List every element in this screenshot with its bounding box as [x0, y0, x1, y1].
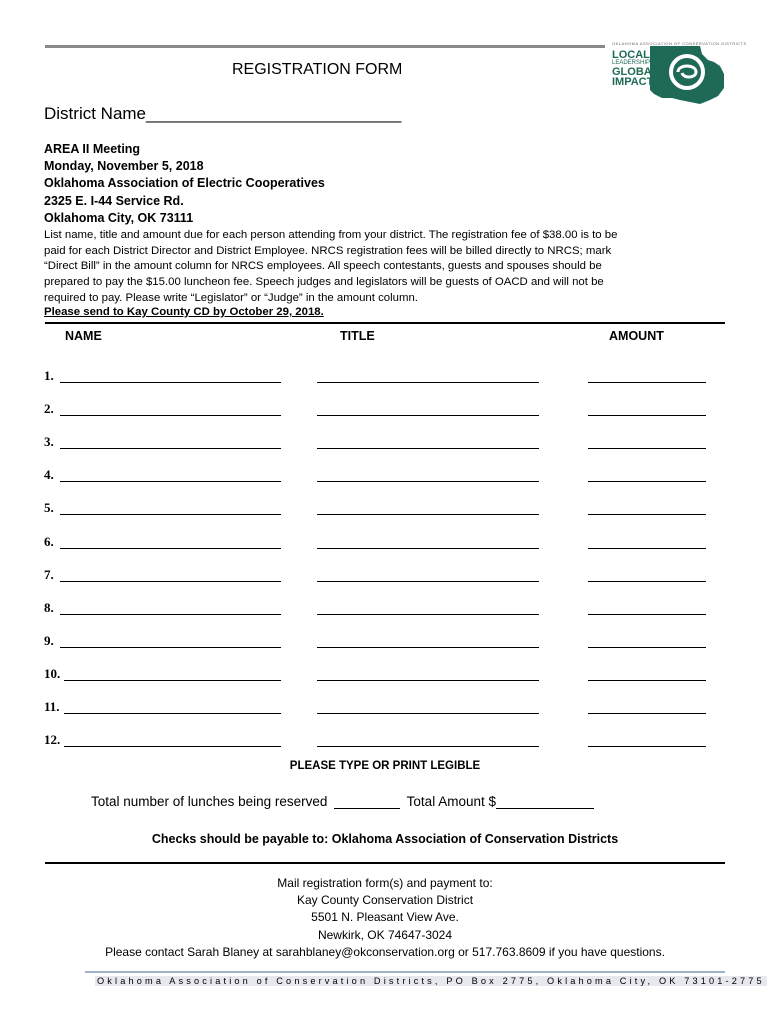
mail-recipient: Kay County Conservation District [296, 893, 474, 908]
title-field[interactable] [317, 600, 539, 615]
amount-field[interactable] [588, 500, 706, 515]
logo-word-local: LOCAL [612, 49, 650, 61]
amount-field[interactable] [588, 401, 706, 416]
total-amount-label: Total Amount $ [406, 794, 496, 809]
name-field[interactable] [60, 534, 281, 549]
table-row [0, 567, 770, 597]
mail-heading: Mail registration form(s) and payment to: [277, 876, 493, 890]
name-field[interactable] [64, 699, 281, 714]
table-row [0, 368, 770, 398]
amount-field[interactable] [588, 666, 706, 681]
title-column-header: TITLE [340, 329, 375, 343]
name-field[interactable] [60, 467, 281, 482]
title-field[interactable] [317, 666, 539, 681]
amount-field[interactable] [588, 600, 706, 615]
print-legible-note: PLEASE TYPE OR PRINT LEGIBLE [289, 760, 481, 772]
table-row [0, 666, 770, 696]
amount-field[interactable] [588, 633, 706, 648]
title-field[interactable] [317, 732, 539, 747]
mailing-info [0, 875, 770, 961]
name-field[interactable] [60, 401, 281, 416]
amount-field[interactable] [588, 434, 706, 449]
title-field[interactable] [317, 368, 539, 383]
instruction-line: “Direct Bill” in the amount column for NRCS employees. All speech contestants, guests and spouses should be [44, 260, 602, 273]
amount-column-header: AMOUNT [609, 329, 664, 343]
logo-word-global: GLOBAL [612, 66, 659, 78]
lunches-count-field[interactable] [334, 794, 400, 809]
amount-field[interactable] [588, 534, 706, 549]
contact-line: Please contact Sarah Blaney at sarahblaney@okconservation.org or 517.763.8609 if you have questions. [105, 944, 665, 959]
title-field[interactable] [317, 500, 539, 515]
footer-address: Oklahoma Association of Conservation Districts, PO Box 2775, Oklahoma City, OK 73101-2775 [97, 976, 765, 986]
logo-word-leadership: LEADERSHIP [612, 60, 651, 66]
total-amount-field[interactable] [496, 794, 594, 809]
title-field[interactable] [317, 434, 539, 449]
top-divider [45, 45, 605, 48]
instruction-line: List name, title and amount due for each person attending from your district. The registration fee of $38.00 is to be [44, 229, 618, 241]
name-field[interactable] [60, 600, 281, 615]
title-field[interactable] [317, 467, 539, 482]
table-row [0, 467, 770, 497]
footer-rule [85, 971, 725, 973]
row-number: 4. [44, 467, 54, 483]
checks-payable-note: Checks should be payable to: Oklahoma Association of Conservation Districts [151, 832, 619, 846]
form-title: REGISTRATION FORM [232, 61, 403, 78]
send-by-deadline: Please send to Kay County CD by October 29, 2018. [44, 306, 324, 318]
instruction-line: prepared to pay the $15.00 luncheon fee. Speech judges and legislators will be guests of OACD and will not be [44, 276, 604, 289]
logo-word-impact: IMPACT [612, 76, 654, 88]
name-field[interactable] [60, 567, 281, 582]
amount-field[interactable] [588, 567, 706, 582]
row-number: 1. [44, 368, 54, 383]
table-top-rule [45, 322, 725, 324]
title-field[interactable] [317, 699, 539, 714]
table-row [0, 534, 770, 564]
row-number: 2. [44, 401, 54, 417]
name-field[interactable] [60, 368, 281, 383]
name-column-header: NAME [65, 329, 102, 343]
table-row [0, 633, 770, 663]
row-number: 7. [44, 566, 54, 582]
logo-tagline: OKLAHOMA ASSOCIATION OF CONSERVATION DISTRICTS [612, 41, 747, 46]
instruction-line: required to pay. Please write “Legislator” or “Judge” in the amount column. [44, 291, 418, 304]
lunch-total-line [91, 794, 594, 809]
row-number: 9. [44, 632, 54, 648]
title-field[interactable] [317, 401, 539, 416]
meeting-venue: Oklahoma Association of Electric Cooperatives [44, 176, 325, 191]
table-row [0, 434, 770, 464]
table-row [0, 732, 770, 762]
meeting-info [44, 141, 325, 227]
table-row [0, 500, 770, 530]
title-field[interactable] [317, 534, 539, 549]
name-field[interactable] [64, 666, 281, 681]
district-name-field[interactable]: District Name___________________________ [44, 104, 402, 123]
name-field[interactable] [60, 633, 281, 648]
instruction-line: paid for each District Director and District Employee. NRCS registration fees will be billed directly to NRCS; mark [44, 244, 612, 257]
name-field[interactable] [60, 500, 281, 515]
table-row [0, 401, 770, 431]
row-number: 10. [44, 665, 61, 681]
name-field[interactable] [60, 434, 281, 449]
meeting-name: AREA II Meeting [44, 142, 141, 156]
amount-field[interactable] [588, 699, 706, 714]
amount-field[interactable] [588, 368, 706, 383]
row-number: 5. [44, 500, 54, 516]
mail-street: 5501 N. Pleasant View Ave. [311, 910, 459, 925]
row-number: 8. [44, 599, 54, 615]
meeting-city: Oklahoma City, OK 73111 [44, 210, 194, 225]
amount-field[interactable] [588, 732, 706, 747]
title-field[interactable] [317, 633, 539, 648]
row-number: 3. [44, 434, 54, 450]
title-field[interactable] [317, 567, 539, 582]
instructions [44, 228, 724, 307]
meeting-street: 2325 E. I-44 Service Rd. [44, 193, 184, 208]
meeting-date: Monday, November 5, 2018 [44, 159, 204, 174]
logo-text [612, 50, 658, 87]
table-row [0, 600, 770, 630]
row-number: 11. [44, 699, 60, 714]
table-row [0, 699, 770, 729]
row-number: 12. [44, 732, 61, 748]
row-number: 6. [44, 533, 54, 549]
lunches-label: Total number of lunches being reserved [91, 794, 328, 809]
section-rule [45, 862, 725, 864]
amount-field[interactable] [588, 467, 706, 482]
name-field[interactable] [64, 732, 281, 747]
mail-city: Newkirk, OK 74647-3024 [317, 927, 453, 942]
